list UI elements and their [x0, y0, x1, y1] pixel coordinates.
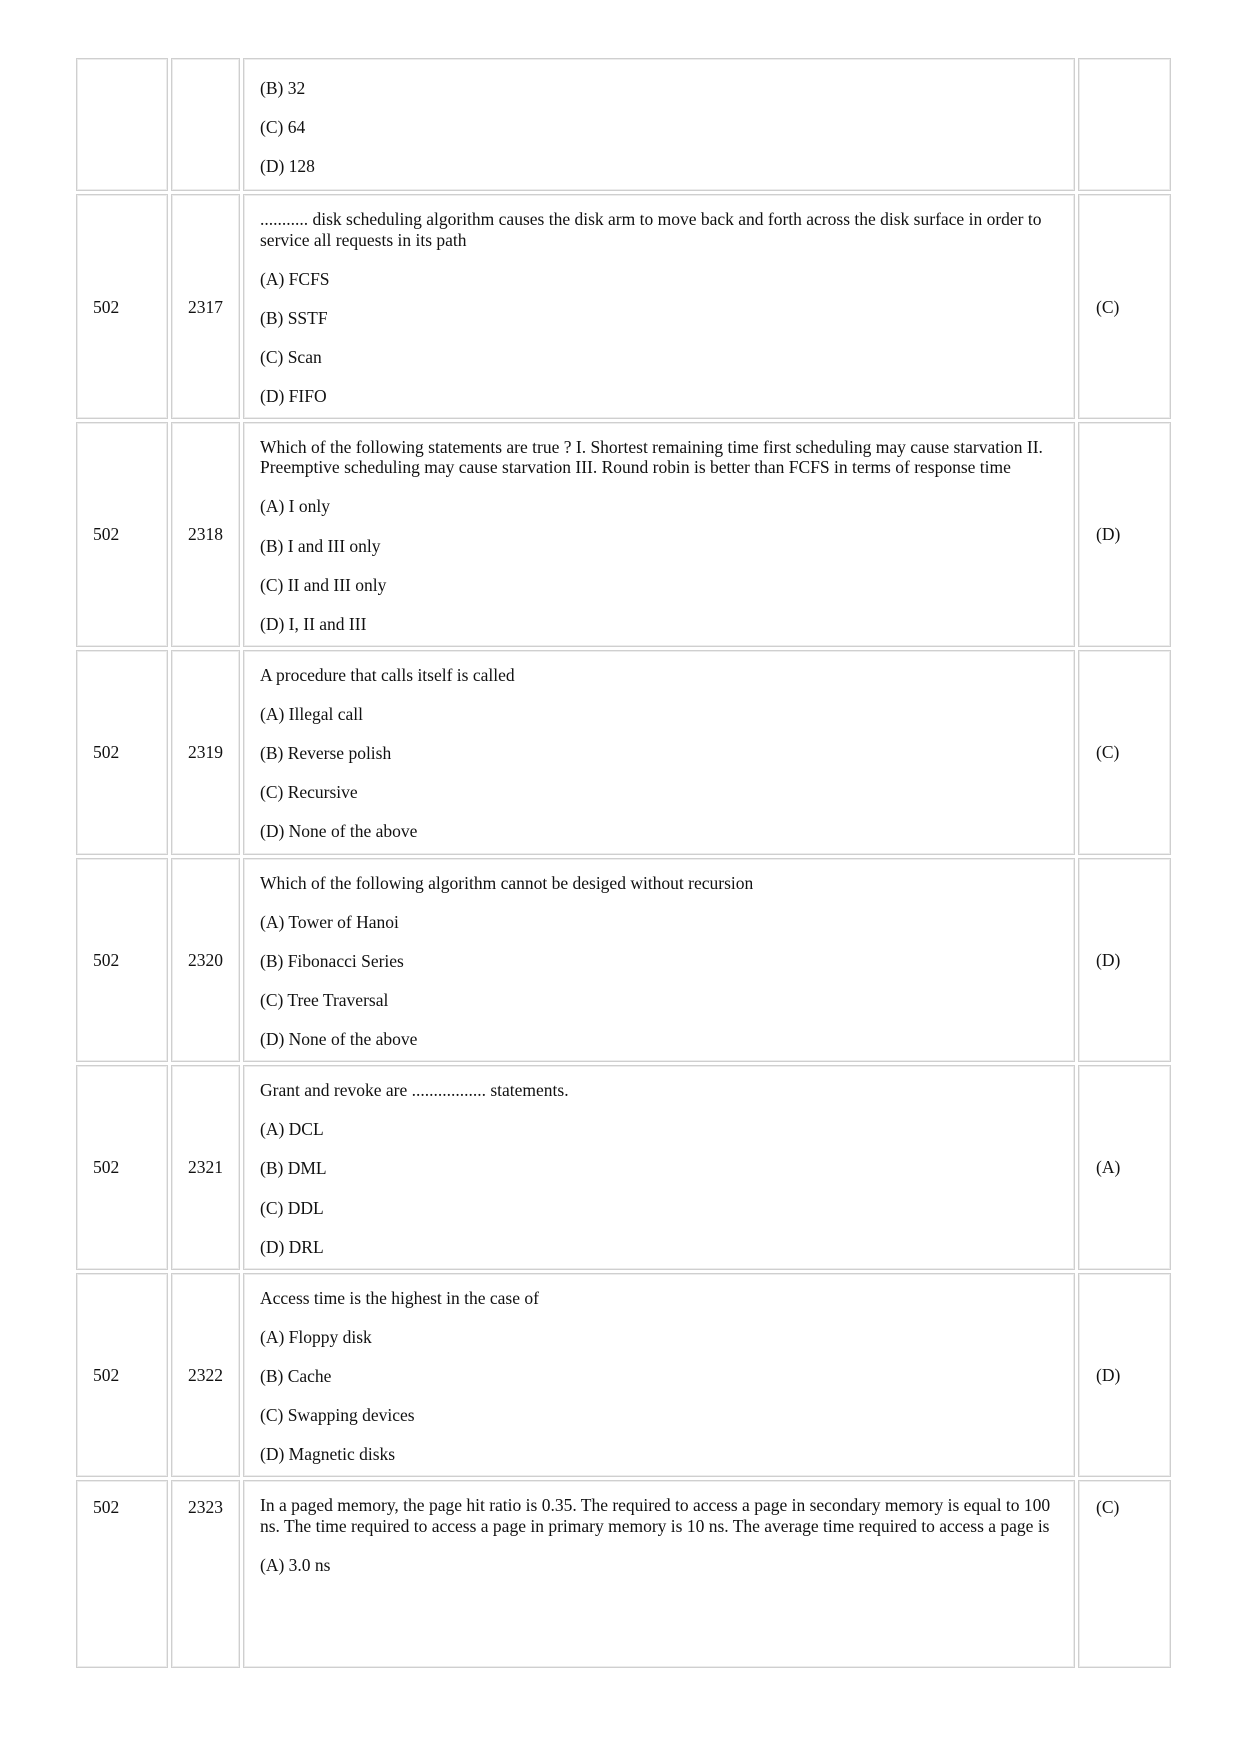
- question-cell: [243, 1065, 1075, 1270]
- answer-cell: (D): [1078, 1273, 1171, 1478]
- question-cell: [243, 422, 1075, 647]
- option-c: (C) Tree Traversal: [260, 989, 389, 1010]
- option-b: (B) I and III only: [260, 535, 381, 556]
- question-cell: [243, 194, 1075, 419]
- question-text: Which of the following statements are true ? I. Shortest remaining time first scheduling may cause starvation II. Preemptive scheduling may cause starvation III. Round robin is better than FCFS in terms of response time: [260, 437, 1043, 478]
- answer-cell: (D): [1078, 858, 1171, 1063]
- paper-code-cell: [76, 58, 168, 191]
- option-a: (A) FCFS: [260, 268, 330, 289]
- option-b: (B) DML: [260, 1158, 327, 1179]
- option-b: (B) Reverse polish: [260, 743, 392, 764]
- question-cell: [243, 650, 1075, 855]
- option-d: (D) 128: [260, 156, 315, 177]
- option-c: (C) DDL: [260, 1197, 324, 1218]
- table-row: [76, 194, 1171, 419]
- question-text: Grant and revoke are ................. statements.: [260, 1080, 569, 1101]
- paper-code-cell: 502: [76, 422, 168, 647]
- option-b: (B) Cache: [260, 1366, 332, 1386]
- question-number-cell: 2323: [171, 1480, 240, 1668]
- answer-cell: (A): [1078, 1065, 1171, 1270]
- table-row-partial: [76, 58, 1171, 191]
- question-number-cell: 2318: [171, 422, 240, 647]
- answer-cell: [1078, 58, 1171, 191]
- question-text: Which of the following algorithm cannot be desiged without recursion: [260, 872, 754, 893]
- question-text: ........... disk scheduling algorithm causes the disk arm to move back and forth across the disk surface in order to service all requests in its path: [260, 209, 1042, 250]
- option-a: (A) Tower of Hanoi: [260, 911, 399, 932]
- option-a: (A) I only: [260, 496, 330, 517]
- option-d: (D) FIFO: [260, 386, 327, 406]
- question-cell: [243, 1273, 1075, 1478]
- question-cell: [243, 58, 1075, 191]
- question-cell: [243, 1480, 1075, 1668]
- option-d: (D) None of the above: [260, 1029, 418, 1049]
- paper-code-cell: 502: [76, 1065, 168, 1270]
- answer-cell: (D): [1078, 422, 1171, 647]
- answer-cell: (C): [1078, 194, 1171, 419]
- option-c: (C) 64: [260, 117, 306, 138]
- option-c: (C) Swapping devices: [260, 1405, 415, 1426]
- table-row: [76, 422, 1171, 647]
- option-a: (A) DCL: [260, 1119, 324, 1140]
- question-number-cell: 2320: [171, 858, 240, 1063]
- question-cell: [243, 858, 1075, 1063]
- paper-code-cell: 502: [76, 1273, 168, 1478]
- question-text: In a paged memory, the page hit ratio is 0.35. The required to access a page in secondary memory is equal to 100 ns. The time required to access a page in primary memory is 10 ns. The average time required to access a page is: [260, 1495, 1051, 1536]
- option-d: (D) Magnetic disks: [260, 1444, 396, 1465]
- option-d: (D) I, II and III: [260, 613, 367, 634]
- question-number-cell: [171, 58, 240, 191]
- table-row: [76, 1273, 1171, 1478]
- option-b: (B) Fibonacci Series: [260, 950, 404, 971]
- option-c: (C) II and III only: [260, 574, 387, 595]
- answer-cell: (C): [1078, 650, 1171, 855]
- option-a: (A) Illegal call: [260, 704, 364, 724]
- question-text: Access time is the highest in the case of: [260, 1287, 539, 1308]
- option-c: (C) Recursive: [260, 782, 358, 803]
- option-d: (D) None of the above: [260, 821, 418, 842]
- table-row: [76, 1480, 1171, 1668]
- option-a: (A) Floppy disk: [260, 1326, 372, 1347]
- option-b: (B) 32: [260, 78, 306, 98]
- table-row: [76, 650, 1171, 855]
- question-number-cell: 2321: [171, 1065, 240, 1270]
- option-a: (A) 3.0 ns: [260, 1554, 331, 1575]
- question-table-container: [73, 58, 1171, 1755]
- paper-code-cell: 502: [76, 194, 168, 419]
- paper-code-cell: 502: [76, 1480, 168, 1668]
- question-table: [73, 58, 1171, 1671]
- question-number-cell: 2317: [171, 194, 240, 419]
- question-text: A procedure that calls itself is called: [260, 664, 515, 685]
- option-c: (C) Scan: [260, 346, 322, 367]
- option-b: (B) SSTF: [260, 307, 328, 328]
- paper-code-cell: 502: [76, 650, 168, 855]
- answer-cell: (C): [1078, 1480, 1171, 1668]
- question-number-cell: 2319: [171, 650, 240, 855]
- question-number-cell: 2322: [171, 1273, 240, 1478]
- option-d: (D) DRL: [260, 1236, 324, 1257]
- table-row: [76, 1065, 1171, 1270]
- paper-code-cell: 502: [76, 858, 168, 1063]
- table-row: [76, 858, 1171, 1063]
